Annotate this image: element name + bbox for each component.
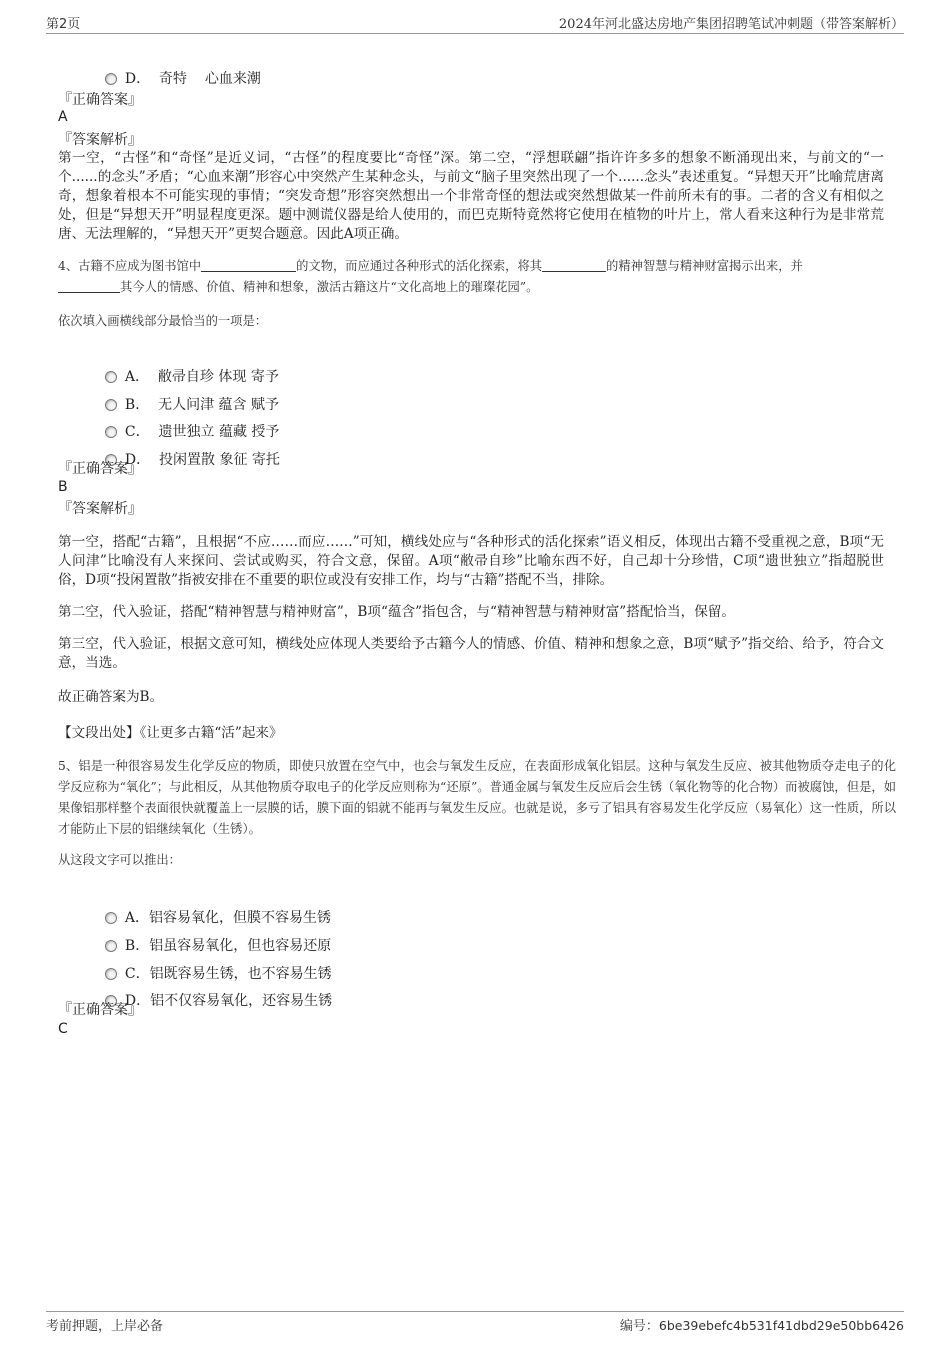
q4-answer-label: 『正确答案』 [58, 461, 142, 477]
page-footer [46, 1311, 904, 1332]
document-code: 编号：6be39ebefc4b531f41dbd29e50bb6426 [619, 1318, 904, 1334]
q4-analysis-p3: 第三空，代入验证，根据文意可知，横线处应体现人类要给予古籍今人的情感、价值、精神和想象之意，B项“赋予”指交给、给予，符合文意，当选。 [58, 636, 884, 671]
page-number: 第2页 [46, 17, 81, 32]
q5-stem: 5、铝是一种很容易发生化学反应的物质，即使只放置在空气中，也会与氧发生反应，在表面形成氧化铝层。这种与氧发生反应、被其他物质夺走电子的化学反应称为“氧化”；与此相反，从其他物质夺取电子的化学反应则称为“还原”。普通金属与氧发生反应后会生锈（氧化物等的化合物）而被腐蚀，但是，如果像铝那样整个表面很快就覆盖上一层膜的话，膜下面的铝就不能再与氧发生反应。也就是说，多亏了铝具有容易发生化学反应（易氧化）这一性质，所以才能防止下层的铝继续氧化（生锈）。 [58, 759, 896, 836]
page-header [46, 13, 904, 34]
q3-analysis: 第一空，“古怪”和“奇怪”是近义词，“古怪”的程度要比“奇怪”深。第二空，“浮想联翩”指许许多多的想象不断涌现出来，与前文的“一个......的念头”矛盾；“心血来潮”形容心中突然产生某种念头，与前文“脑子里突然出现了一个......念头”表述重复。“异想天开”比喻荒唐离奇，想象着根本不可能实现的事情；“突发奇想”形容突然想出一个非常奇怪的想法或突然想做某一件前所未有的事。二者的含义有相似之处，但是“异想天开”明显程度更深。题中测谎仪器是给人使用的，而巴克斯特竟然将它使用在植物的叶片上，常人看来这种行为是非常荒唐、无法理解的，“异想天开”更契合题意。因此A项正确。 [58, 150, 884, 242]
q4-analysis-p1: 第一空，搭配“古籍”，且根据“不应……而应……”可知，横线处应与“各种形式的活化探索”语义相反，体现出古籍不受重视之意，B项“无人问津”比喻没有人来探问、尝试或购买，符合文意，保留。A项“敝帚自珍”比喻东西不好，自己却十分珍惜，C项“遗世独立”指超脱世俗，D项“投闲置散”指被安排在不重要的职位或没有安排工作，均与“古籍”搭配不当，排除。 [58, 534, 884, 588]
q4-option-b[interactable]: B． 无人问津 蕴含 赋予 [96, 372, 279, 394]
q3-answer: A [58, 109, 68, 125]
q5-prompt: 从这段文字可以推出： [58, 853, 181, 867]
blank-2 [542, 259, 606, 272]
q3-answer-label: 『正确答案』 [58, 92, 142, 108]
q5-answer: C [58, 1021, 68, 1037]
q4-analysis-label: 『答案解析』 [58, 501, 142, 517]
q5-option-c[interactable]: C．铝既容易生锈，也不容易生锈 [96, 941, 332, 963]
q4-option-d[interactable]: D． 投闲置散 象征 寄托 [96, 427, 280, 449]
q5-answer-label: 『正确答案』 [58, 1002, 142, 1018]
q5-option-a[interactable]: A．铝容易氧化，但膜不容易生锈 [96, 885, 331, 907]
q3-option-d[interactable]: D． 奇特 心血来潮 [96, 46, 261, 68]
radio-icon[interactable] [105, 73, 117, 85]
blank-1 [201, 259, 296, 272]
q4-stem: 4、古籍不应成为图书馆中 的文物，而应通过各种形式的活化探索，将其 的精神智慧与精神财富揭示出来，并 其今人的情感、价值、精神和想象，激活古籍这片“文化高地上的璀璨花园”。 [58, 259, 803, 294]
q3-analysis-label: 『答案解析』 [58, 132, 142, 148]
q4-option-c[interactable]: C． 遗世独立 蕴藏 授予 [96, 399, 279, 421]
blank-3 [58, 280, 120, 293]
q4-analysis-p2: 第二空，代入验证，搭配“精神智慧与精神财富”，B项“蕴含”指包含，与“精神智慧与精神财富”搭配恰当，保留。 [58, 604, 735, 620]
q4-prompt: 依次填入画横线部分最恰当的一项是： [58, 314, 268, 328]
footer-slogan: 考前押题，上岸必备 [46, 1319, 164, 1334]
q5-option-b[interactable]: B．铝虽容易氧化，但也容易还原 [96, 913, 331, 935]
q4-analysis-p4: 故正确答案为B。 [58, 689, 164, 705]
q4-option-a[interactable]: A． 敝帚自珍 体现 寄予 [96, 344, 279, 366]
q5-option-d[interactable]: D．铝不仅容易氧化，还容易生锈 [96, 968, 332, 990]
q4-source: 【文段出处】《让更多古籍“活”起来》 [58, 725, 283, 741]
document-title: 2024年河北盛达房地产集团招聘笔试冲刺题（带答案解析） [558, 17, 904, 32]
q4-answer: B [58, 479, 68, 495]
